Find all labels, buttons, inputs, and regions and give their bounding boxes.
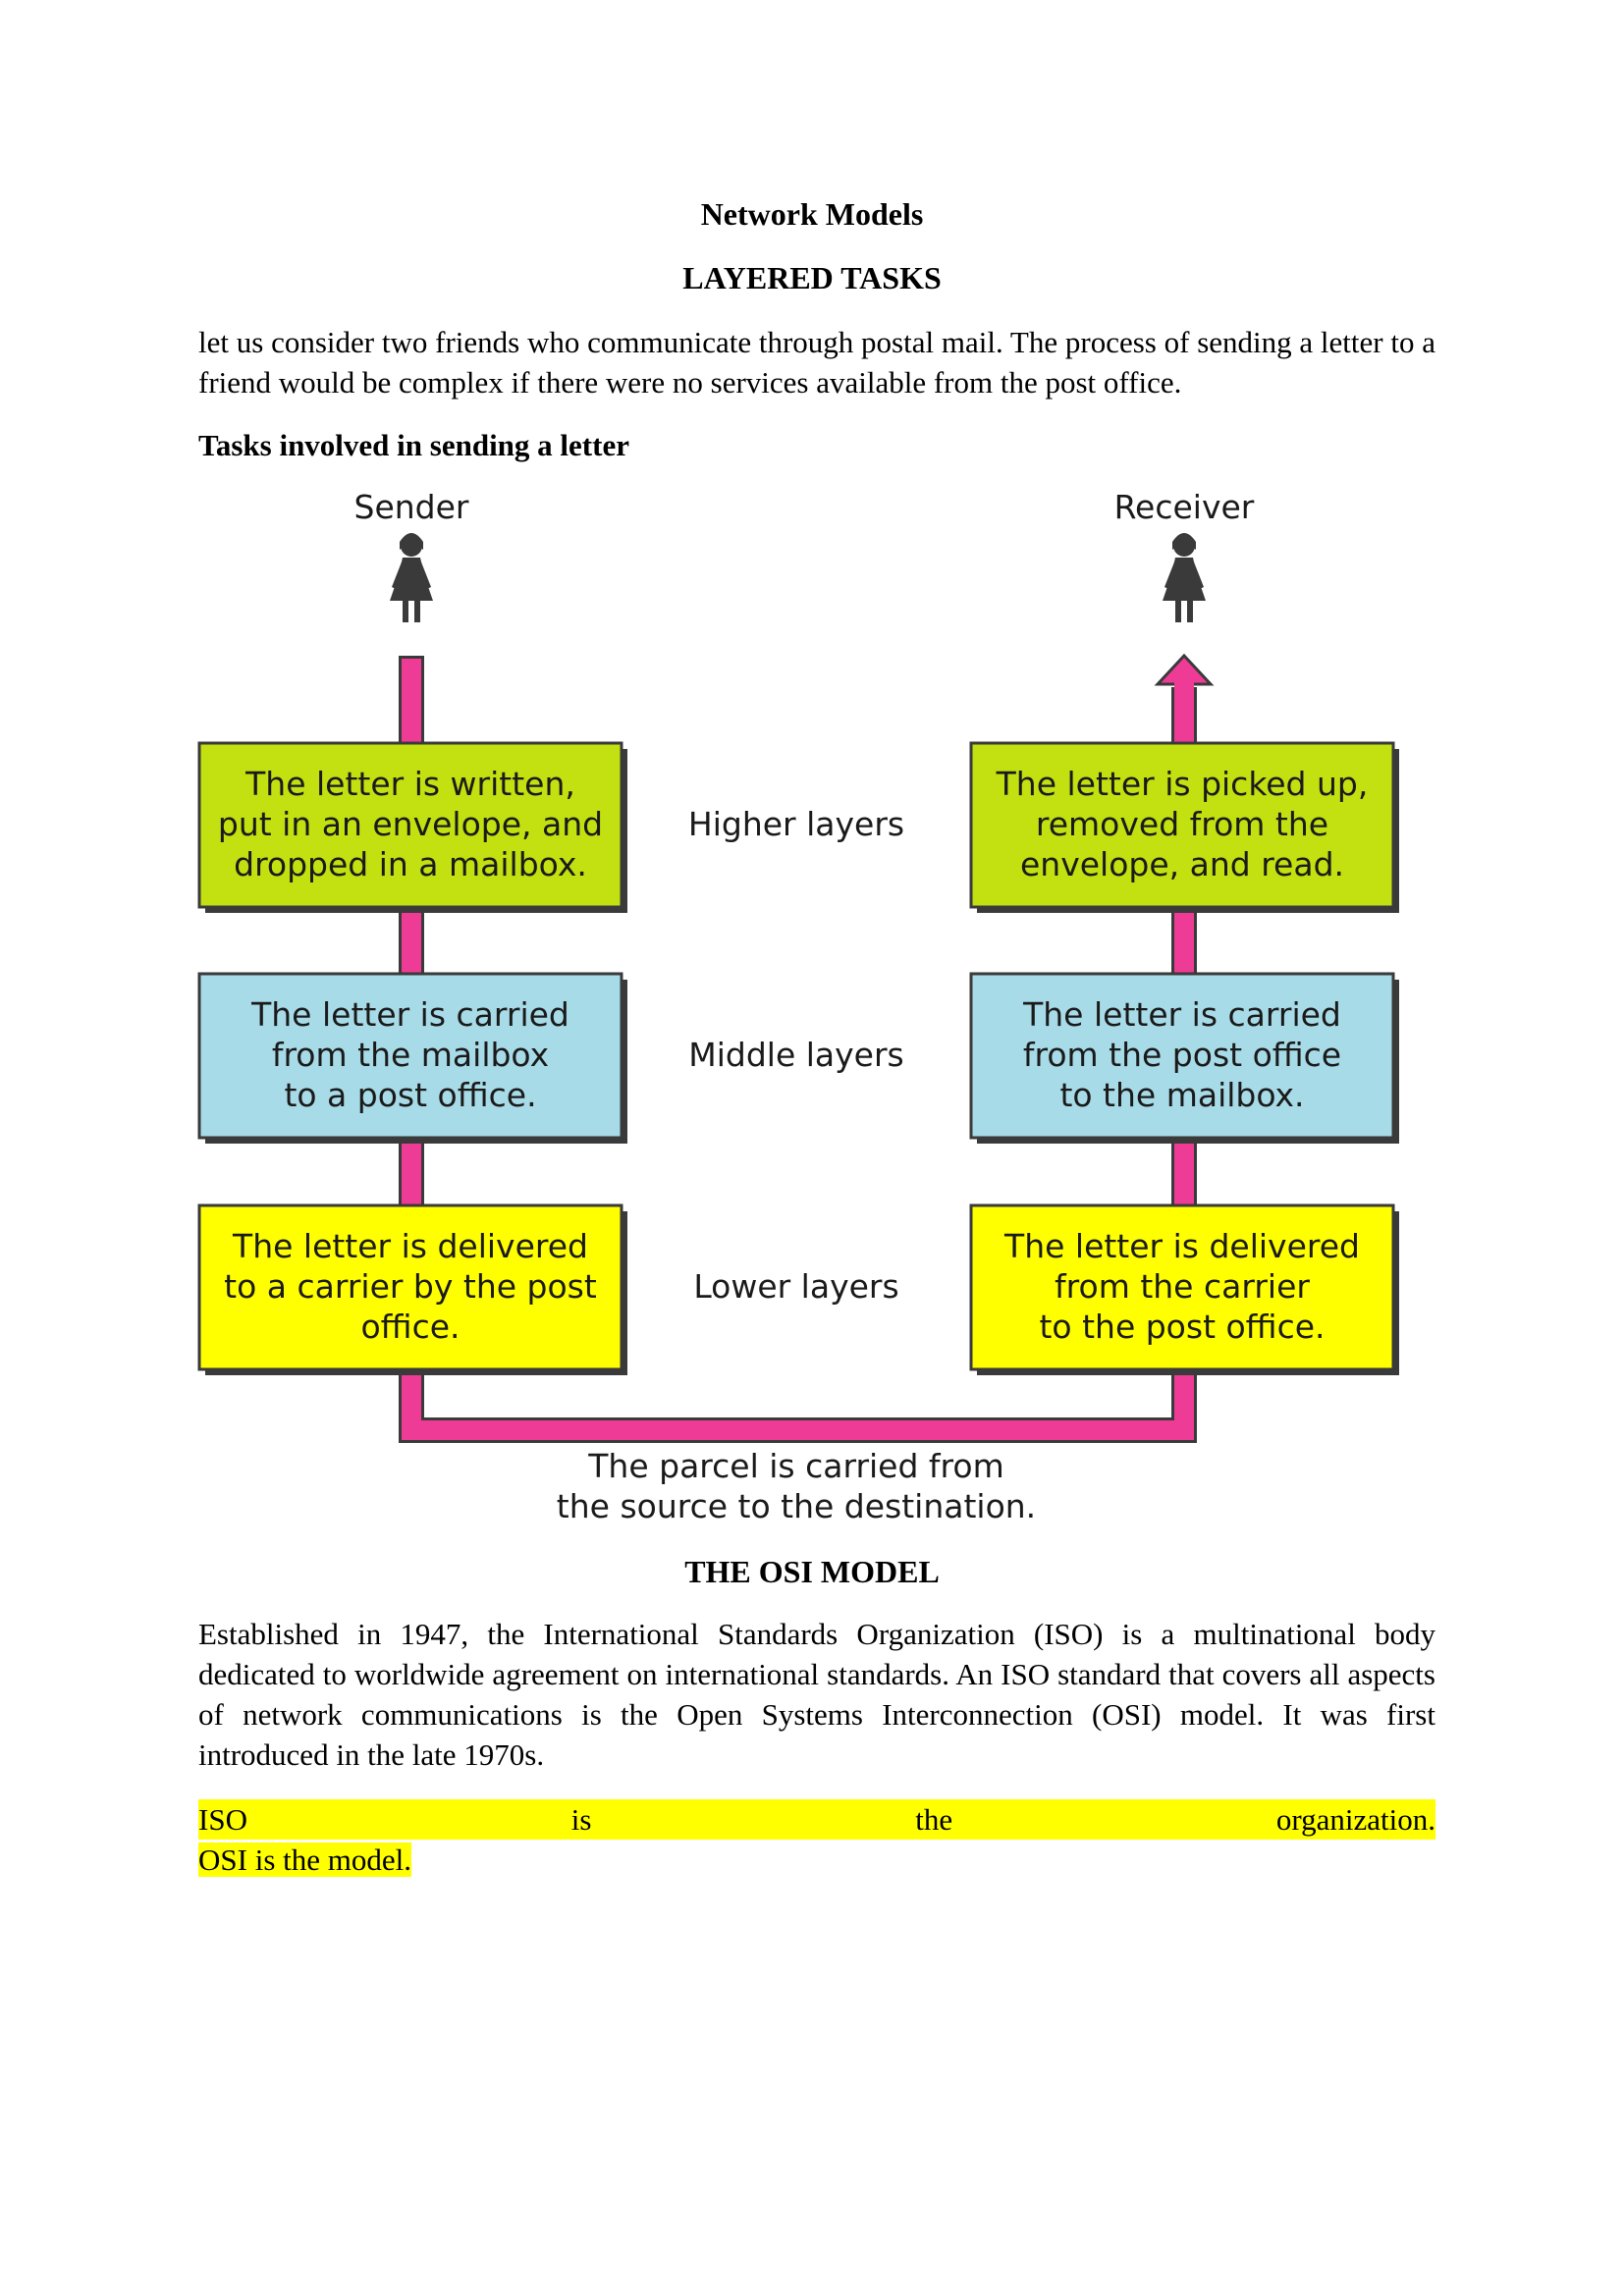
sender-higher-line: put in an envelope, and <box>217 805 604 843</box>
osi-paragraph: Established in 1947, the International Standards Organization (ISO) is a multinational body dedicated to worldwide agreement on international standards. An ISO standard that covers all aspects of network communications is the Open Systems Interconnection (OSI) model. It was first introduced in the late 1970s. <box>198 1617 1435 1772</box>
receiver-middle-line: to the mailbox. <box>1059 1076 1305 1114</box>
section-heading-osi-model: THE OSI MODEL <box>684 1554 940 1589</box>
sender-middle-line: from the mailbox <box>271 1036 550 1074</box>
highlight-line-model: OSI is the model. <box>198 1842 411 1877</box>
section-heading-layered-tasks: LAYERED TASKS <box>682 260 942 295</box>
receiver-lower-line: to the post office. <box>1039 1308 1326 1346</box>
sender-middle-line: to a post office. <box>284 1076 537 1114</box>
person-icon <box>390 533 433 622</box>
sender-label: Sender <box>353 488 469 526</box>
arrow-joint-mask <box>1174 681 1194 689</box>
page-title: Network Models <box>700 196 924 232</box>
figure-caption: Tasks involved in sending a letter <box>198 428 629 462</box>
sender-middle-line: The letter is carried <box>251 995 569 1034</box>
receiver-label: Receiver <box>1113 488 1255 526</box>
receiver-lower-line: from the carrier <box>1055 1267 1310 1306</box>
sender-higher-line: dropped in a mailbox. <box>234 845 587 883</box>
layer-label-lower: Lower layers <box>693 1267 899 1306</box>
layer-row-lower <box>199 1205 1399 1375</box>
person-icon <box>1163 533 1206 622</box>
layer-label-middle: Middle layers <box>688 1036 904 1074</box>
receiver-arrowhead <box>1158 656 1211 684</box>
receiver-higher-line: The letter is picked up, <box>996 765 1369 803</box>
parcel-caption-line: The parcel is carried from <box>588 1447 1004 1485</box>
receiver-higher-line: envelope, and read. <box>1019 845 1345 883</box>
receiver-middle-line: from the post office <box>1022 1036 1342 1074</box>
parcel-caption-line: the source to the destination. <box>556 1487 1037 1525</box>
sender-lower-line: to a carrier by the post <box>224 1267 597 1306</box>
path-top-cap <box>399 656 424 659</box>
layer-label-higher: Higher layers <box>687 805 905 843</box>
layer-row-middle <box>199 974 1399 1144</box>
sender-lower-line: office. <box>360 1308 460 1346</box>
intro-paragraph: let us consider two friends who communicate through postal mail. The process of sending a letter to a friend would be complex if there were no services available from the post office. <box>198 325 1435 400</box>
receiver-higher-line: removed from the <box>1035 805 1329 843</box>
highlight-line-organization: ISO is the organization. <box>198 1799 1435 1840</box>
receiver-middle-line: The letter is carried <box>1023 995 1341 1034</box>
sender-higher-line: The letter is written, <box>245 765 575 803</box>
receiver-lower-line: The letter is delivered <box>1004 1227 1360 1265</box>
layer-row-higher <box>199 743 1399 913</box>
highlight-line-model-wrapper <box>198 1840 1435 1880</box>
sender-lower-line: The letter is delivered <box>233 1227 588 1265</box>
